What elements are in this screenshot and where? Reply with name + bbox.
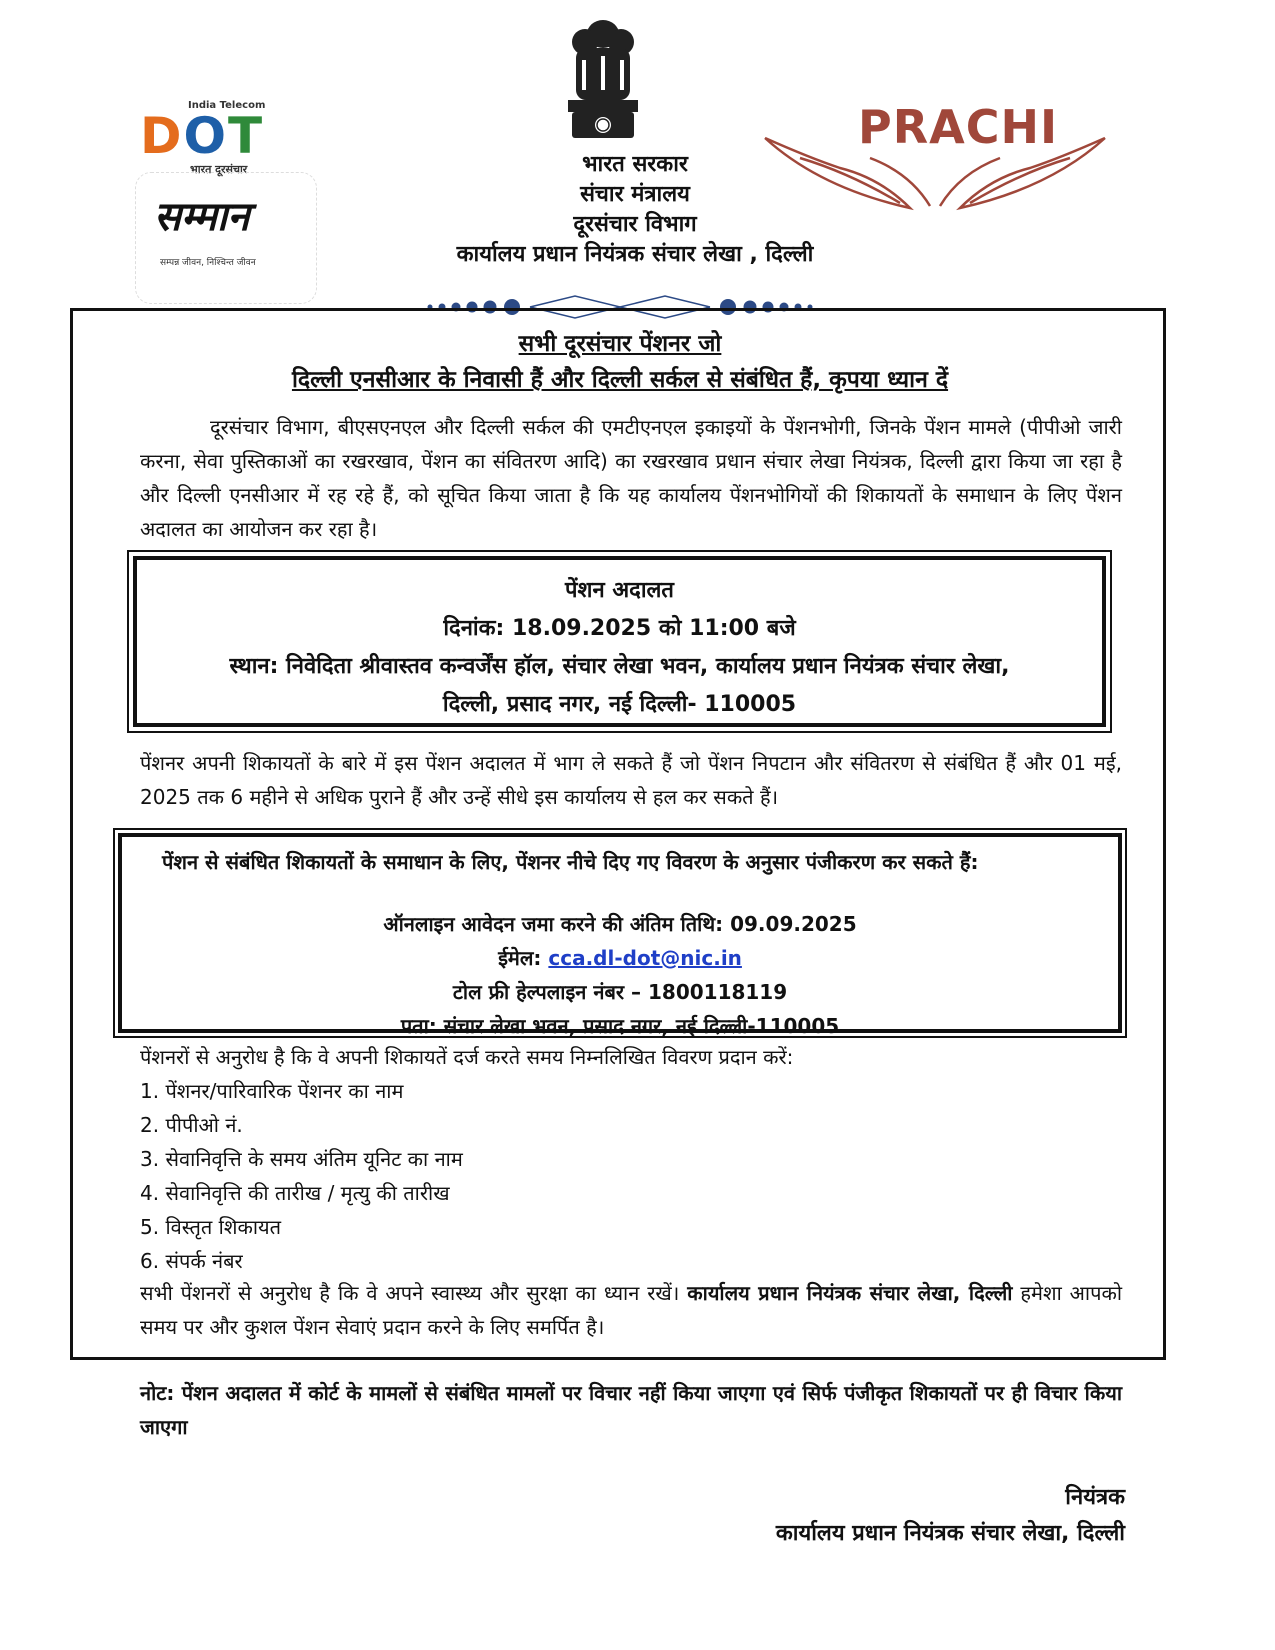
email-label: ईमेल: <box>498 946 542 970</box>
helpline-number: टोल फ्री हेल्पलाइन नंबर – 1800118119 <box>452 980 788 1004</box>
closing-text-2: हमेशा आपको समय पर और कुशल पेंशन सेवाएं प्रदान करने के लिए समर्पित है। <box>140 1281 1123 1339</box>
list-item: 3. सेवानिवृत्ति के समय अंतिम यूनिट का नाम <box>140 1147 463 1171</box>
prachi-logo-word: PRACHI <box>858 100 1059 154</box>
signature-office: कार्यालय प्रधान नियंत्रक संचार लेखा, दिल्ली <box>775 1521 1125 1546</box>
registration-address: पता: संचार लेखा भवन, प्रसाद नगर, नई दिल्ली-110005 <box>400 1014 840 1038</box>
request-intro: पेंशनरों से अनुरोध है कि वे अपनी शिकायतें दर्ज करते समय निम्नलिखित विवरण प्रदान करें: <box>140 1045 794 1069</box>
dot-logo-sub-text: भारत दूरसंचार <box>190 163 248 176</box>
closing-paragraph <box>140 1276 1122 1344</box>
registration-box <box>113 828 1127 1038</box>
email-link[interactable]: cca.dl-dot@nic.in <box>548 946 742 970</box>
list-item: 6. संपर्क नंबर <box>140 1249 243 1273</box>
adalat-details-box <box>127 550 1112 733</box>
list-item: 4. सेवानिवृत्ति की तारीख / मृत्यु की तारीख <box>140 1181 450 1205</box>
list-item: 1. पेंशनर/पारिवारिक पेंशनर का नाम <box>140 1079 404 1103</box>
list-item: 5. विस्तृत शिकायत <box>140 1215 281 1239</box>
intro-paragraph: दूरसंचार विभाग, बीएसएनएल और दिल्ली सर्कल की एमटीएनएल इकाइयों के पेंशनभोगी, जिनके पेंशन मामले (पीपीओ जारी करना, सेवा पुस्तिकाओं का रखरखाव, पेंशन का संवितरण आदि) का रखरखाव प्रधान संचार लेखा नियंत्रक, दिल्ली द्वारा किया जा रहा है और दिल्ली एनसीआर में रह रहे हैं, को सूचित किया जाता है कि यह कार्यालय पेंशनभोगियों की शिकायतों के समाधान के लिए पेंशन अदालत का आयोजन कर रहा है। <box>140 415 1122 541</box>
note-text: नोट: पेंशन अदालत में कोर्ट के मामलों से संबंधित मामलों पर विचार नहीं किया जाएगा एवं सिर्फ पंजीकृत शिकायतों पर ही विचार किया जाएगा <box>140 1381 1122 1439</box>
adalat-heading: पेंशन अदालत <box>565 578 674 603</box>
notice-subtitle: दिल्ली एनसीआर के निवासी हैं और दिल्ली सर्कल से संबंधित हैं, कृपया ध्यान दें <box>291 367 949 393</box>
national-emblem-icon <box>558 12 648 147</box>
request-details-list <box>140 1040 1130 1278</box>
gov-line: दूरसंचार विभाग <box>573 212 697 237</box>
dot-logo-word: DOT <box>140 107 265 165</box>
prachi-logo <box>760 98 1110 218</box>
samman-logo <box>135 172 317 304</box>
signature-block <box>776 1480 1125 1552</box>
adalat-venue: स्थान: निवेदिता श्रीवास्तव कन्वर्जेंस हॉल, संचार लेखा भवन, कार्यालय प्रधान नियंत्रक संचार लेखा, <box>229 654 1010 679</box>
eligibility-paragraph: पेंशनर अपनी शिकायतों के बारे में इस पेंशन अदालत में भाग ले सकते हैं जो पेंशन निपटान और संवितरण से संबंधित हैं और 01 मई, 2025 तक 6 महीने से अधिक पुराने हैं और उन्हें सीधे इस कार्यालय से हल कर सकते हैं। <box>140 751 1122 809</box>
adalat-venue-address: दिल्ली, प्रसाद नगर, नई दिल्ली- 110005 <box>442 692 797 717</box>
samman-logo-word: सम्मान <box>154 194 250 240</box>
signature-title: नियंत्रक <box>1065 1485 1125 1510</box>
list-item: 2. पीपीओ नं. <box>140 1113 243 1137</box>
closing-text: सभी पेंशनरों से अनुरोध है कि वे अपने स्वास्थ्य और सुरक्षा का ध्यान रखें। <box>140 1281 680 1305</box>
notice-title: सभी दूरसंचार पेंशनर जो <box>518 331 722 357</box>
registration-deadline: ऑनलाइन आवेदन जमा करने की अंतिम तिथि: 09.09.2025 <box>383 912 857 936</box>
dot-logo <box>140 100 320 180</box>
registration-email-line <box>122 941 1118 975</box>
closing-office-name: कार्यालय प्रधान नियंत्रक संचार लेखा, दिल्ली <box>687 1281 1013 1305</box>
adalat-date: दिनांक: 18.09.2025 को 11:00 बजे <box>443 616 796 641</box>
samman-logo-tagline: सम्पन्न जीवन, निश्चिन्त जीवन <box>160 258 256 268</box>
dot-logo-top-text: India Telecom <box>188 100 266 111</box>
registration-intro: पेंशन से संबंधित शिकायतों के समाधान के लिए, पेंशनर नीचे दिए गए विवरण के अनुसार पंजीकरण कर सकते हैं: <box>162 850 979 874</box>
gov-line: भारत सरकार <box>582 152 688 177</box>
gov-line: कार्यालय प्रधान नियंत्रक संचार लेखा , दिल्ली <box>456 242 814 267</box>
gov-line: संचार मंत्रालय <box>580 182 690 207</box>
